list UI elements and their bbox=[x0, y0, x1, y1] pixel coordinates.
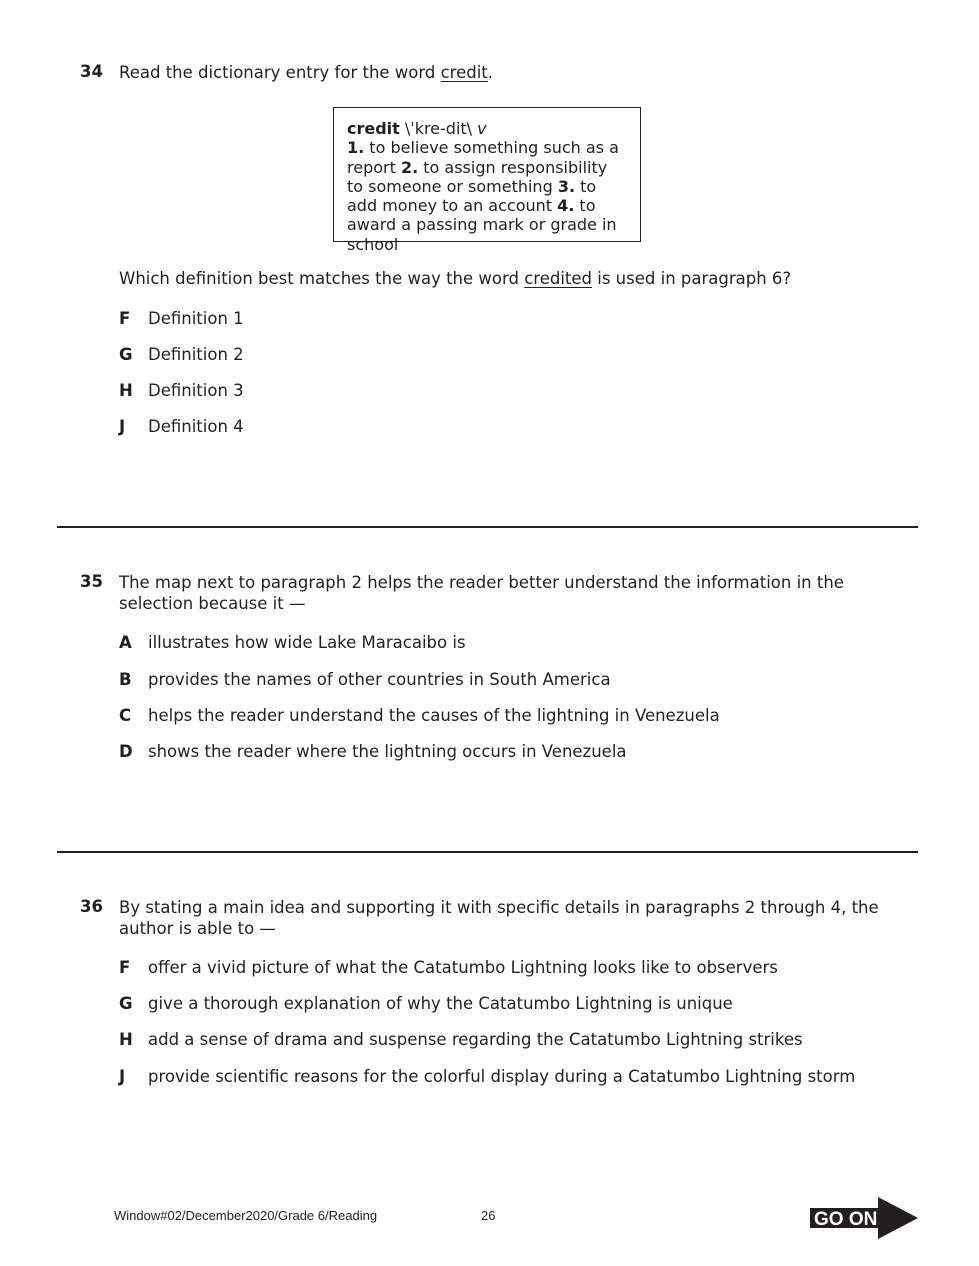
definition-4: to award a passing mark or grade in school bbox=[347, 196, 617, 254]
section-divider bbox=[57, 526, 918, 528]
answer-choice-a[interactable]: A illustrates how wide Lake Maracaibo is bbox=[119, 633, 466, 652]
page-number: 26 bbox=[481, 1208, 496, 1223]
part-of-speech: v bbox=[477, 119, 487, 138]
answer-choice-g[interactable]: G Definition 2 bbox=[119, 345, 244, 364]
question-intro: Read the dictionary entry for the word credit. bbox=[119, 63, 494, 82]
question-stem: Which definition best matches the way the word credited is used in paragraph 6? bbox=[119, 269, 792, 288]
question-number: 35 bbox=[80, 572, 103, 591]
section-divider bbox=[57, 851, 918, 853]
question-35 bbox=[80, 572, 880, 772]
form-identifier: Window#02/December2020/Grade 6/Reading bbox=[114, 1208, 378, 1223]
answer-choice-h[interactable]: H add a sense of drama and suspense regarding the Catatumbo Lightning strikes bbox=[119, 1030, 803, 1049]
go-on-arrow-button[interactable] bbox=[810, 1197, 920, 1239]
definition-1: to believe something such as a report bbox=[347, 138, 619, 177]
answer-choice-j[interactable]: J provide scientific reasons for the colorful display during a Catatumbo Lightning storm bbox=[119, 1067, 856, 1086]
answer-choice-g[interactable]: G give a thorough explanation of why the Catatumbo Lightning is unique bbox=[119, 994, 733, 1013]
dictionary-entry: credit \ˈkre-dit\ v 1. to believe something such as a report 2. to assign responsibility to someone or something 3. to add money to an account 4. to award a passing mark or grade in school bbox=[333, 107, 641, 242]
question-number: 36 bbox=[80, 897, 103, 916]
underlined-word: credit bbox=[440, 63, 488, 82]
definition-2: to assign responsibility to someone or something bbox=[347, 157, 608, 196]
question-stem: The map next to paragraph 2 helps the reader better understand the information in the selection because it — bbox=[119, 573, 844, 613]
answer-choice-b[interactable]: B provides the names of other countries in South America bbox=[119, 670, 611, 689]
question-36 bbox=[80, 897, 880, 1097]
question-number: 34 bbox=[80, 62, 103, 81]
answer-choice-d[interactable]: D shows the reader where the lightning occurs in Venezuela bbox=[119, 742, 627, 761]
pronunciation: \ˈkre-dit\ bbox=[399, 119, 478, 138]
answer-choice-j[interactable]: J Definition 4 bbox=[119, 417, 244, 436]
answer-choice-f[interactable]: F Definition 1 bbox=[119, 309, 244, 328]
answer-choice-c[interactable]: C helps the reader understand the causes of the lightning in Venezuela bbox=[119, 706, 720, 725]
question-34-body bbox=[80, 268, 880, 448]
answer-choice-f[interactable]: F offer a vivid picture of what the Catatumbo Lightning looks like to observers bbox=[119, 958, 778, 977]
headword: credit bbox=[347, 119, 400, 138]
question-stem: By stating a main idea and supporting it with specific details in paragraphs 2 through 4, the author is able to — bbox=[119, 898, 879, 938]
definition-3: to add money to an account bbox=[347, 176, 597, 216]
go-on-label: GO ON bbox=[814, 1209, 878, 1230]
underlined-word: credited bbox=[524, 269, 593, 288]
answer-choice-h[interactable]: H Definition 3 bbox=[119, 381, 244, 400]
